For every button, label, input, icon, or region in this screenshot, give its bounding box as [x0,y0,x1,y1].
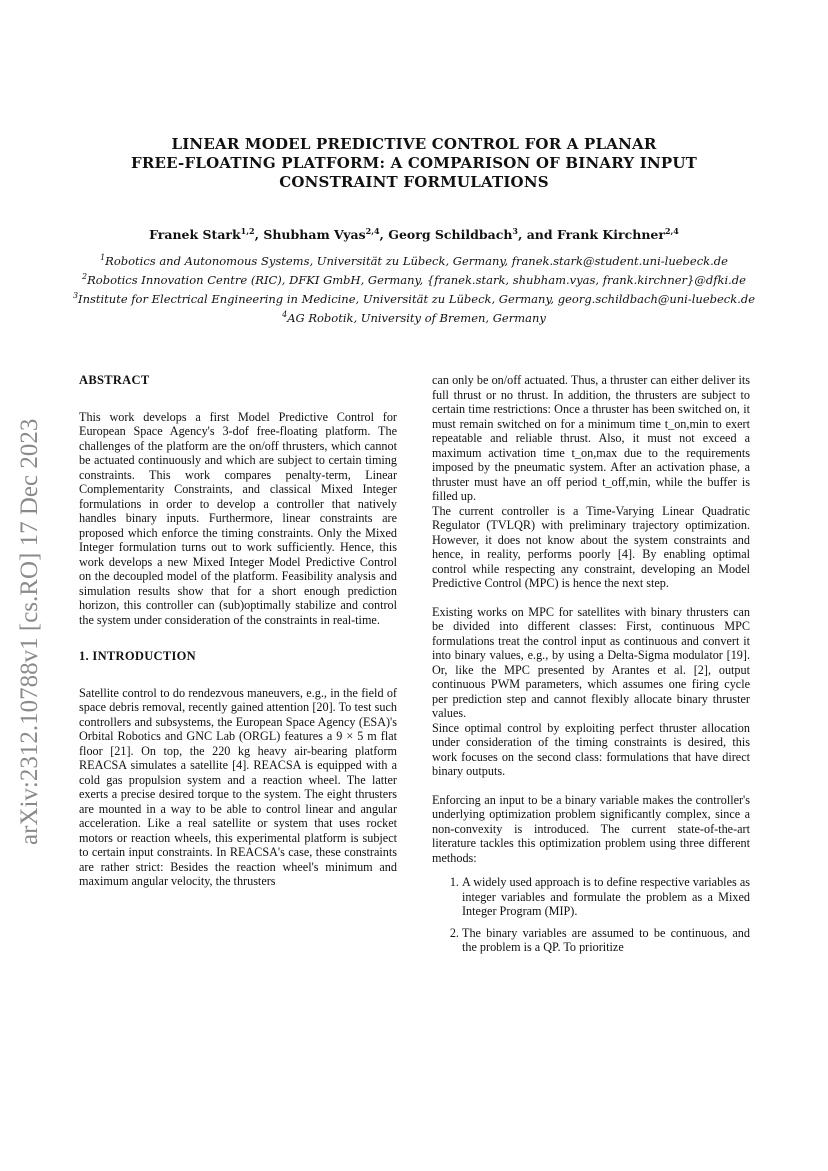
list-item: 2. The binary variables are assumed to be continuous, and the problem is a QP. To prioritize [462,926,750,955]
author-separator: , [254,227,264,243]
affiliation [40,269,788,288]
section-heading: 1. INTRODUCTION [79,649,197,663]
affiliation [40,307,788,326]
author-name: Franek Stark [149,227,241,243]
abstract-heading: ABSTRACT [79,373,150,387]
author-affil-sup: 2,4 [365,226,380,236]
affil-text: Robotics and Autonomous Systems, Universität zu Lübeck, Germany, franek.stark@student.uni-luebeck.de [105,253,728,268]
paper-title [120,135,708,192]
arxiv-stamp: arXiv:2312.10788v1 [cs.RO] 17 Dec 2023 [16,418,43,845]
title-line: LINEAR MODEL PREDICTIVE CONTROL FOR A PLANAR [171,135,657,153]
list-item: 1. A widely used approach is to define respective variables as integer variables and formulate the problem as a Mixed Integer Program (MIP). [462,875,750,919]
author-name: Georg Schildbach [388,227,513,243]
right-column [432,373,750,962]
paragraph: Enforcing an input to be a binary variable makes the controller's underlying optimization problem significantly complex, since a non-convexity is introduced. The current state-of-the-art literature tackles this optimization problem using three different methods: [432,792,750,865]
author-separator: , [379,227,389,243]
affil-sup: 2 [82,272,88,282]
method-list [432,875,750,955]
intro-paragraph: Satellite control to do rendezvous maneuvers, e.g., in the field of space debris removal, recently gained attention [20]. To test such controllers and subsystems, the European Space Agency (ESA)'s Orbital Robotics and GNC Lab (ORGL) features a 9 × 5 m flat floor [21]. On top, the 220 kg heavy air-bearing platform REACSA simulates a satellite [4]. REACSA is equipped with a cold gas propulsion system and a reaction wheel. The latter exerts a precise desired torque to the system. The eight thrusters are mounted in a way to be able to control linear and angular acceleration. Like a real satellite or system that uses rocket motors or reaction wheels, this experimental platform is subject to certain input constraints. In REACSA's case, these constraints are rather strict: Besides the reaction wheel's minimum and maximum angular velocity, the thrusters [79,685,397,888]
affiliations [40,250,788,327]
affil-text: Robotics Innovation Centre (RIC), DFKI GmbH, Germany, {franek.stark, shubham.vyas, frank.kirchner}@dfki.de [87,272,746,287]
author-affil-sup: 3 [512,226,518,236]
affil-text: AG Robotik, University of Bremen, Germany [287,311,546,326]
abstract-text: This work develops a first Model Predictive Control for European Space Agency's 3-dof free-floating platform. The challenges of the platform are the on/off thrusters, which cannot be actuated continuously and which are subject to certain timing constraints. This work compares penalty-term, Linear Complementarity Constraints, and classical Mixed Integer formulations in order to develop a controller that natively handles binary inputs. Furthermore, linear constraints are proposed which enforce the timing constraints. Only the Mixed Integer formulation turns out to work sufficiently. Hence, this work develops a new Mixed Integer Model Predictive Control on the decoupled model of the platform. Feasibility analysis and simulation results show that for a short enough prediction horizon, this controller can (sub)optimally stabilize and control the system under consideration of the constraints in real-time. [79,409,397,627]
affil-sup: 4 [282,310,288,320]
author-list [80,226,748,242]
paragraph: Since optimal control by exploiting perfect thruster allocation under consideration of the timing constraints is desired, this work focuses on the second class: formulations that have direct binary outputs. [432,720,750,778]
left-column [79,373,397,889]
author-name: Shubham Vyas [263,227,366,243]
paragraph: can only be on/off actuated. Thus, a thruster can either deliver its full thrust or no thrust. In addition, the thrusters are subject to certain time restrictions: Once a thruster has been switched on, it must remain switched on for a minimum time t_on,min to exert repeatable and reliable thrust. Also, it must not exceed a maximum activation time t_on,max due to the requirements imposed by the pneumatic system. After an activation phase, a thruster must have an off period t_off,min, while the buffer is filled up. [432,373,750,503]
author-affil-sup: 2,4 [664,226,679,236]
affil-sup: 3 [72,291,79,301]
affil-sup: 1 [100,253,106,262]
affiliation [40,288,788,307]
affil-text: Institute for Electrical Engineering in Medicine, Universität zu Lübeck, Germany, georg.schildbach@uni-luebeck.de [78,292,756,307]
title-line: FREE-FLOATING PLATFORM: A COMPARISON OF BINARY INPUT [130,154,697,172]
author-affil-sup: 1,2 [240,226,255,236]
affiliation [40,250,788,269]
paragraph: Existing works on MPC for satellites with binary thrusters can be divided into different classes: First, continuous MPC formulations treat the control input as continuous and convert it into binary values, e.g., by using a Delta-Sigma modulator [19]. Or, like the MPC presented by Arantes et al. [2], output continuous PWM parameters, which assumes one firing cycle per prediction step and cannot flexibly allocate binary thruster values. [432,604,750,720]
paragraph: The current controller is a Time-Varying Linear Quadratic Regulator (TVLQR) with preliminary trajectory optimization. However, it does not know about the system constraints and hence, in reality, performs poorly [4]. By enabling optimal control while respecting any constraint, developing an Model Predictive Control (MPC) is hence the next step. [432,503,750,590]
author-name: Frank Kirchner [556,227,665,243]
author-and: , and [518,227,557,243]
title-line: CONSTRAINT FORMULATIONS [279,173,549,191]
